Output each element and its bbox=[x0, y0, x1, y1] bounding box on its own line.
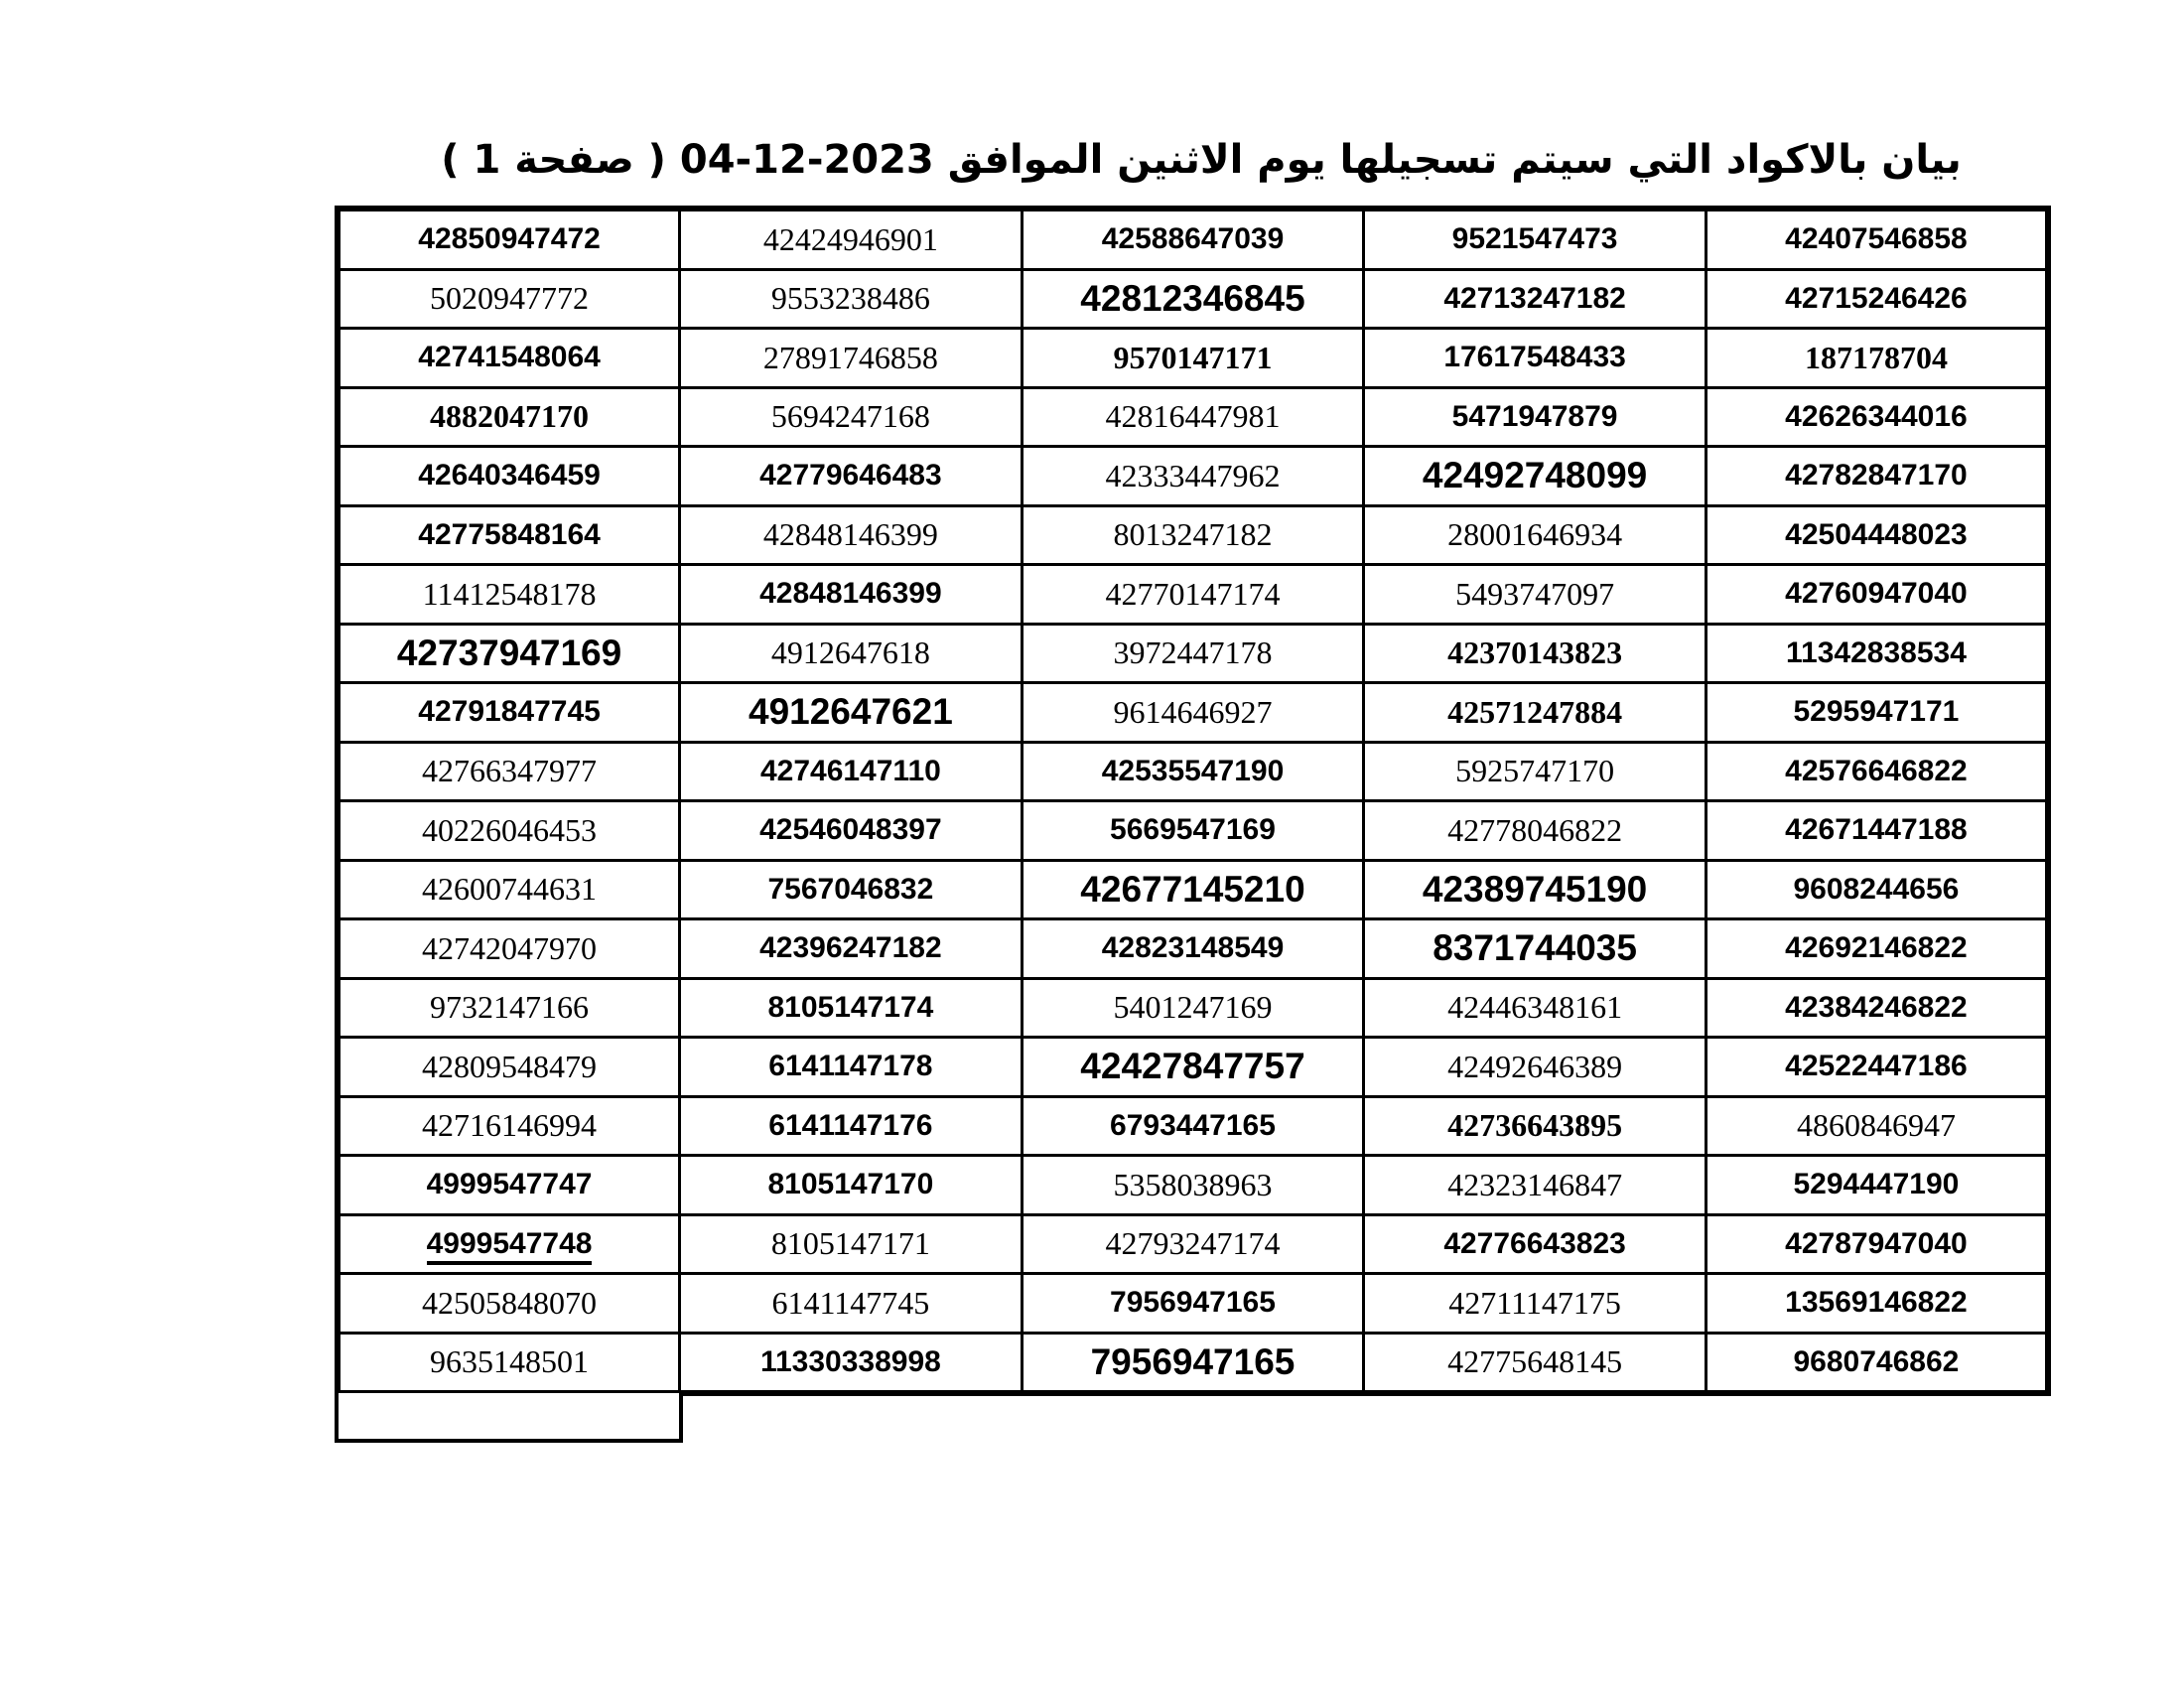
table-row bbox=[338, 565, 2048, 625]
table-cell: 42600744631 bbox=[338, 860, 680, 919]
table-row bbox=[338, 860, 2048, 919]
page-title: بيان بالاكواد التي سيتم تسجيلها يوم الاثنين الموافق 2023-12-04 ( صفحة 1 ) bbox=[441, 137, 1962, 183]
table-cell: 40226046453 bbox=[338, 801, 680, 861]
table-row bbox=[338, 801, 2048, 861]
table-cell: 5401247169 bbox=[1022, 978, 1364, 1038]
table-cell: 42823148549 bbox=[1022, 919, 1364, 979]
table-cell: 8013247182 bbox=[1022, 505, 1364, 565]
table-cell: 42766347977 bbox=[338, 742, 680, 801]
table-cell: 11330338998 bbox=[680, 1333, 1023, 1393]
table-cell: 6141147178 bbox=[680, 1038, 1023, 1097]
table-cell: 28001646934 bbox=[1364, 505, 1706, 565]
table-cell: 42809548479 bbox=[338, 1038, 680, 1097]
table-cell: 42775848164 bbox=[338, 505, 680, 565]
table-cell: 42370143823 bbox=[1364, 624, 1706, 683]
empty-cell bbox=[335, 1393, 683, 1443]
table-cell: 4882047170 bbox=[338, 387, 680, 447]
table-cell: 42492748099 bbox=[1364, 447, 1706, 506]
table-cell: 11342838534 bbox=[1706, 624, 2048, 683]
table-cell: 6793447165 bbox=[1022, 1096, 1364, 1156]
table-cell: 42850947472 bbox=[338, 209, 680, 269]
table-row bbox=[338, 447, 2048, 506]
table-cell: 27891746858 bbox=[680, 329, 1023, 388]
table-cell: 6141147745 bbox=[680, 1274, 1023, 1334]
table-row bbox=[338, 505, 2048, 565]
table-cell: 42812346845 bbox=[1022, 269, 1364, 329]
table-cell: 42742047970 bbox=[338, 919, 680, 979]
table-cell: 42571247884 bbox=[1364, 683, 1706, 743]
table-cell: 42736643895 bbox=[1364, 1096, 1706, 1156]
table-cell: 5471947879 bbox=[1364, 387, 1706, 447]
table-cell: 42715246426 bbox=[1706, 269, 2048, 329]
table-row bbox=[338, 1156, 2048, 1215]
table-cell: 42626344016 bbox=[1706, 387, 2048, 447]
table-cell: 5925747170 bbox=[1364, 742, 1706, 801]
table-cell: 42692146822 bbox=[1706, 919, 2048, 979]
table-cell: 5493747097 bbox=[1364, 565, 1706, 625]
table-cell: 5020947772 bbox=[338, 269, 680, 329]
table-cell: 9570147171 bbox=[1022, 329, 1364, 388]
table-cell: 17617548433 bbox=[1364, 329, 1706, 388]
table-cell: 42427847757 bbox=[1022, 1038, 1364, 1097]
table-cell: 42576646822 bbox=[1706, 742, 2048, 801]
table-cell: 42713247182 bbox=[1364, 269, 1706, 329]
table-cell: 42671447188 bbox=[1706, 801, 2048, 861]
table-cell: 42779646483 bbox=[680, 447, 1023, 506]
table-cell: 42546048397 bbox=[680, 801, 1023, 861]
table-row bbox=[338, 209, 2048, 269]
table-cell: 42677145210 bbox=[1022, 860, 1364, 919]
table-row bbox=[338, 919, 2048, 979]
table-cell: 42746147110 bbox=[680, 742, 1023, 801]
table-cell bbox=[338, 1214, 680, 1274]
table-cell: 9635148501 bbox=[338, 1333, 680, 1393]
table-cell: 42787947040 bbox=[1706, 1214, 2048, 1274]
table-cell: 42776643823 bbox=[1364, 1214, 1706, 1274]
table-cell: 8105147171 bbox=[680, 1214, 1023, 1274]
table-cell: 42848146399 bbox=[680, 565, 1023, 625]
table-cell: 5295947171 bbox=[1706, 683, 2048, 743]
codes-table-body bbox=[338, 209, 2048, 1393]
table-cell: 42333447962 bbox=[1022, 447, 1364, 506]
table-cell: 42716146994 bbox=[338, 1096, 680, 1156]
table-cell: 3972447178 bbox=[1022, 624, 1364, 683]
table-cell: 187178704 bbox=[1706, 329, 2048, 388]
table-cell: 42535547190 bbox=[1022, 742, 1364, 801]
table-cell: 42778046822 bbox=[1364, 801, 1706, 861]
table-cell: 8105147170 bbox=[680, 1156, 1023, 1215]
underlined-code: 4999547748 bbox=[427, 1227, 593, 1265]
table-cell: 4912647621 bbox=[680, 683, 1023, 743]
table-cell: 42741548064 bbox=[338, 329, 680, 388]
table-cell: 9521547473 bbox=[1364, 209, 1706, 269]
table-cell: 42711147175 bbox=[1364, 1274, 1706, 1334]
table-cell: 42389745190 bbox=[1364, 860, 1706, 919]
table-cell: 4912647618 bbox=[680, 624, 1023, 683]
table-cell: 5294447190 bbox=[1706, 1156, 2048, 1215]
table-cell: 42793247174 bbox=[1022, 1214, 1364, 1274]
table-cell: 9553238486 bbox=[680, 269, 1023, 329]
table-cell: 42492646389 bbox=[1364, 1038, 1706, 1097]
table-row bbox=[338, 387, 2048, 447]
table-row bbox=[338, 683, 2048, 743]
table-cell: 42775648145 bbox=[1364, 1333, 1706, 1393]
table-cell: 42407546858 bbox=[1706, 209, 2048, 269]
table-cell: 9608244656 bbox=[1706, 860, 2048, 919]
table-cell: 42770147174 bbox=[1022, 565, 1364, 625]
table-cell: 42504448023 bbox=[1706, 505, 2048, 565]
table-cell: 42640346459 bbox=[338, 447, 680, 506]
table-row bbox=[338, 624, 2048, 683]
table-cell: 6141147176 bbox=[680, 1096, 1023, 1156]
table-row bbox=[338, 742, 2048, 801]
table-cell: 11412548178 bbox=[338, 565, 680, 625]
table-cell: 13569146822 bbox=[1706, 1274, 2048, 1334]
table-cell: 42848146399 bbox=[680, 505, 1023, 565]
table-cell: 8105147174 bbox=[680, 978, 1023, 1038]
table-cell: 9680746862 bbox=[1706, 1333, 2048, 1393]
table-cell: 5358038963 bbox=[1022, 1156, 1364, 1215]
table-cell: 7567046832 bbox=[680, 860, 1023, 919]
table-cell: 4860846947 bbox=[1706, 1096, 2048, 1156]
table-row bbox=[338, 329, 2048, 388]
table-cell: 5694247168 bbox=[680, 387, 1023, 447]
table-cell: 42446348161 bbox=[1364, 978, 1706, 1038]
table-cell: 42737947169 bbox=[338, 624, 680, 683]
table-row bbox=[338, 1214, 2048, 1274]
table-cell: 9614646927 bbox=[1022, 683, 1364, 743]
codes-table bbox=[335, 206, 2051, 1396]
table-cell: 7956947165 bbox=[1022, 1274, 1364, 1334]
table-row bbox=[338, 978, 2048, 1038]
table-cell: 42760947040 bbox=[1706, 565, 2048, 625]
table-cell: 5669547169 bbox=[1022, 801, 1364, 861]
table-cell: 42816447981 bbox=[1022, 387, 1364, 447]
table-row bbox=[338, 1274, 2048, 1334]
table-cell: 42588647039 bbox=[1022, 209, 1364, 269]
table-cell: 4999547747 bbox=[338, 1156, 680, 1215]
table-cell: 42522447186 bbox=[1706, 1038, 2048, 1097]
table-cell: 42384246822 bbox=[1706, 978, 2048, 1038]
table-row bbox=[338, 269, 2048, 329]
table-cell: 42791847745 bbox=[338, 683, 680, 743]
table-row bbox=[338, 1333, 2048, 1393]
table-cell: 7956947165 bbox=[1022, 1333, 1364, 1393]
table-cell: 42323146847 bbox=[1364, 1156, 1706, 1215]
table-row bbox=[338, 1096, 2048, 1156]
table-cell: 42424946901 bbox=[680, 209, 1023, 269]
table-row bbox=[338, 1038, 2048, 1097]
table-cell: 42505848070 bbox=[338, 1274, 680, 1334]
table-cell: 42782847170 bbox=[1706, 447, 2048, 506]
table-cell: 8371744035 bbox=[1364, 919, 1706, 979]
table-cell: 9732147166 bbox=[338, 978, 680, 1038]
table-cell: 42396247182 bbox=[680, 919, 1023, 979]
